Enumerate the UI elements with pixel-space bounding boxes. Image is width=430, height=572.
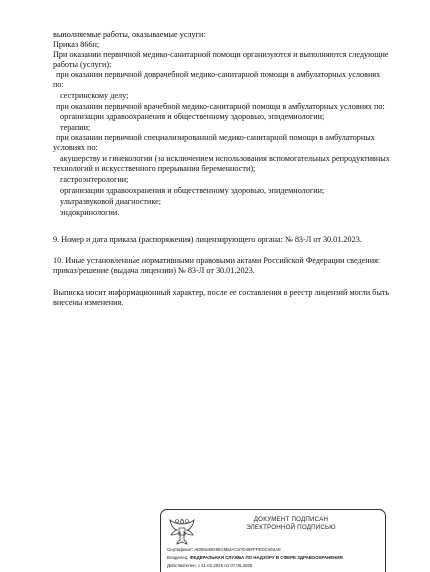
item-10-line: приказ/решение (выдача лицензии) № 83-Л от 30.01.2023.: [53, 266, 255, 275]
text-line: Приказ 866н;: [53, 40, 100, 49]
notice-line: внесены изменения.: [53, 298, 124, 307]
coat-of-arms-icon: [167, 516, 197, 548]
text-line: эндокринологии.: [60, 208, 120, 217]
text-line: ультразвуковой диагностике;: [60, 197, 162, 206]
certificate-row: [167, 547, 383, 553]
text-line: по:: [53, 80, 64, 89]
item-9-order-number: 9. Номер и дата приказа (распоряжения) лицензирующего органа: № 83-Л от 30.01.2023.: [53, 235, 362, 244]
stamp-subtitle: ЭЛЕКТРОННОЙ ПОДПИСЬЮ: [246, 524, 336, 531]
text-line: при оказании первичной врачебной медико-санитарной помощи в амбулаторных условиях по:: [56, 102, 385, 111]
item-10-line: 10. Иные установленные нормативными правовыми актами Российской Федерации сведения:: [53, 256, 381, 265]
text-line: терапии;: [60, 123, 91, 132]
validity-row: Действителен: с 11.02.2025 по 07.05.2026: [167, 563, 253, 568]
text-line: сестринскому делу;: [60, 91, 129, 100]
electronic-signature-stamp: [160, 509, 386, 572]
owner-value: ФЕДЕРАЛЬНАЯ СЛУЖБА ПО НАДЗОРУ В СФЕРЕ ЗДРАВООХРАНЕНИЯ: [189, 555, 343, 560]
text-line: гастроэнтерологии;: [60, 175, 129, 184]
text-line: При оказании первичной медико-санитарной помощи организуются и выполняются следующие: [53, 50, 389, 59]
owner-row: [167, 555, 383, 561]
text-line: технологий и искусственного прерывания беременности);: [53, 164, 256, 173]
certificate-value: ADB9189295C5B4AC67D48FFFEDC463AE: [194, 547, 281, 552]
certificate-label: Сертификат:: [167, 547, 194, 552]
text-line: организации здравоохранения и общественному здоровью, эпидемиологии;: [60, 186, 325, 195]
stamp-title: ДОКУМЕНТ ПОДПИСАН: [253, 516, 329, 523]
text-line: при оказании первичной доврачебной медико-санитарной помощи в амбулаторных условиях: [56, 70, 381, 79]
notice-line: Выписка носит информационный характер, после ее составления в реестр лицензий могли быть: [53, 288, 390, 297]
text-line: выполняемые работы, оказываемые услуги:: [53, 30, 206, 39]
text-line: условиях по:: [53, 143, 98, 152]
text-line: акушерству и гинекологии (за исключением использования вспомогательных репродуктивных: [60, 154, 390, 163]
text-line: при оказании первичной специализированной медико-санитарной помощи в амбулаторных: [56, 133, 375, 142]
text-line: работы (услуги):: [53, 60, 112, 69]
owner-label: Владелец:: [167, 555, 189, 560]
text-line: организации здравоохранения и общественному здоровью, эпидемиологии;: [60, 112, 325, 121]
